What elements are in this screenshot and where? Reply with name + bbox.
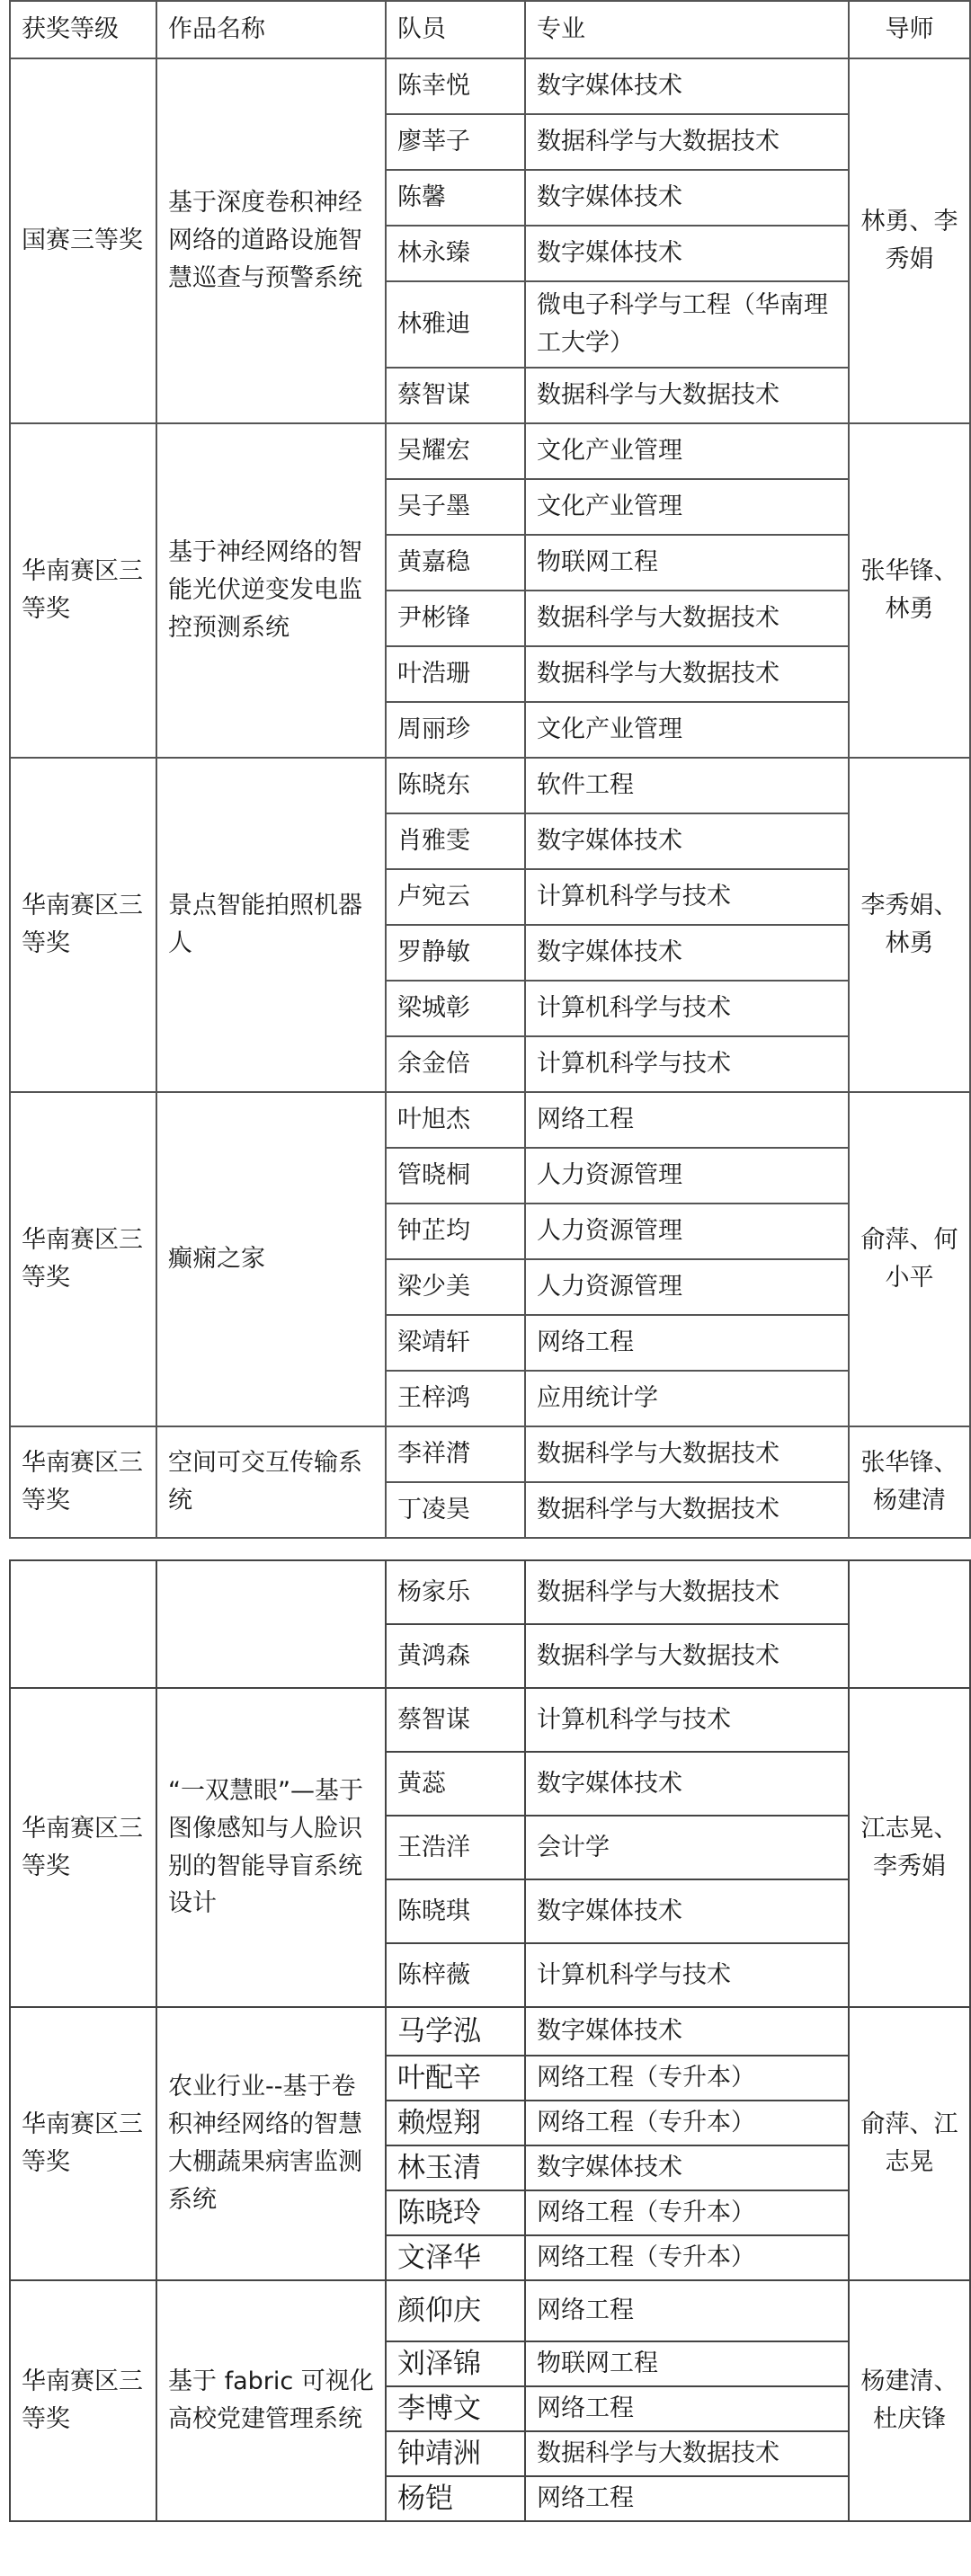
member-row (10, 2280, 970, 2341)
awards-table-continued (9, 1559, 971, 2522)
project-title: 基于深度卷积神经网络的道路设施智慧巡查与预警系统 (156, 58, 386, 423)
member-name: 廖莘子 (386, 114, 525, 170)
header-row (10, 1, 970, 58)
member-name: 钟靖洲 (386, 2431, 525, 2476)
member-major: 人力资源管理 (525, 1259, 849, 1315)
member-major: 数据科学与大数据技术 (525, 368, 849, 423)
member-name: 陈晓东 (386, 758, 525, 813)
member-name: 王梓鸿 (386, 1371, 525, 1426)
advisor (849, 1560, 970, 1688)
project-title: 农业行业--基于卷积神经网络的智慧大棚蔬果病害监测系统 (156, 2007, 386, 2280)
member-name: 叶浩珊 (386, 646, 525, 702)
member-name: 梁城彰 (386, 981, 525, 1036)
member-major: 网络工程 (525, 1315, 849, 1371)
member-name: 周丽珍 (386, 702, 525, 758)
project-title: 基于 fabric 可视化高校党建管理系统 (156, 2280, 386, 2521)
project-title: 空间可交互传输系统 (156, 1426, 386, 1538)
member-name: 肖雅雯 (386, 813, 525, 869)
member-major: 应用统计学 (525, 1371, 849, 1426)
member-major: 软件工程 (525, 758, 849, 813)
member-major: 计算机科学与技术 (525, 869, 849, 925)
member-major: 数字媒体技术 (525, 2145, 849, 2190)
project-title: 景点智能拍照机器人 (156, 758, 386, 1092)
member-row (10, 423, 970, 479)
member-major: 网络工程（专升本） (525, 2056, 849, 2101)
member-major: 物联网工程 (525, 535, 849, 591)
header-title: 作品名称 (156, 1, 386, 58)
award-level: 华南赛区三等奖 (10, 1092, 156, 1426)
advisor: 江志晃、李秀娟 (849, 1688, 970, 2007)
member-major: 数字媒体技术 (525, 58, 849, 114)
project-title: “一双慧眼”—基于图像感知与人脸识别的智能导盲系统设计 (156, 1688, 386, 2007)
member-name: 马学泓 (386, 2007, 525, 2056)
member-name: 王浩洋 (386, 1816, 525, 1879)
project-title: 基于神经网络的智能光伏逆变发电监控预测系统 (156, 423, 386, 758)
member-name: 文泽华 (386, 2235, 525, 2280)
member-name: 黄嘉稳 (386, 535, 525, 591)
member-major: 网络工程 (525, 2386, 849, 2431)
member-major: 数据科学与大数据技术 (525, 1482, 849, 1538)
member-name: 卢宛云 (386, 869, 525, 925)
project-title: 癫痫之家 (156, 1092, 386, 1426)
member-row (10, 1092, 970, 1148)
member-row (10, 1560, 970, 1624)
member-major: 网络工程（专升本） (525, 2101, 849, 2145)
advisor: 林勇、李秀娟 (849, 58, 970, 423)
member-name: 梁靖轩 (386, 1315, 525, 1371)
header-advisor: 导师 (849, 1, 970, 58)
member-name: 黄鸿森 (386, 1624, 525, 1688)
member-major: 数据科学与大数据技术 (525, 646, 849, 702)
member-major: 数据科学与大数据技术 (525, 2431, 849, 2476)
member-name: 黄蕊 (386, 1752, 525, 1816)
member-name: 李博文 (386, 2386, 525, 2431)
member-name: 尹彬锋 (386, 591, 525, 646)
project-title (156, 1560, 386, 1688)
header-major: 专业 (525, 1, 849, 58)
member-major: 会计学 (525, 1816, 849, 1879)
member-major: 物联网工程 (525, 2341, 849, 2386)
advisor: 李秀娟、林勇 (849, 758, 970, 1092)
member-name: 丁凌昊 (386, 1482, 525, 1538)
member-name: 林雅迪 (386, 281, 525, 368)
awards-table-top (9, 0, 971, 1539)
award-level (10, 1560, 156, 1688)
member-row (10, 1688, 970, 1752)
member-major: 文化产业管理 (525, 423, 849, 479)
member-row (10, 758, 970, 813)
member-name: 钟芷均 (386, 1204, 525, 1259)
header-member: 队员 (386, 1, 525, 58)
member-name: 叶配辛 (386, 2056, 525, 2101)
member-name: 管晓桐 (386, 1148, 525, 1204)
member-major: 微电子科学与工程（华南理工大学） (525, 281, 849, 368)
member-major: 数字媒体技术 (525, 813, 849, 869)
award-level: 华南赛区三等奖 (10, 423, 156, 758)
header-award: 获奖等级 (10, 1, 156, 58)
member-major: 数字媒体技术 (525, 1879, 849, 1943)
member-major: 数字媒体技术 (525, 226, 849, 281)
advisor: 杨建清、杜庆锋 (849, 2280, 970, 2521)
member-major: 文化产业管理 (525, 702, 849, 758)
member-name: 杨铠 (386, 2476, 525, 2521)
member-name: 颜仰庆 (386, 2280, 525, 2341)
member-major: 数据科学与大数据技术 (525, 114, 849, 170)
member-name: 吴耀宏 (386, 423, 525, 479)
advisor: 张华锋、杨建清 (849, 1426, 970, 1538)
award-level: 华南赛区三等奖 (10, 1688, 156, 2007)
member-row (10, 2007, 970, 2056)
member-name: 林永臻 (386, 226, 525, 281)
member-name: 赖煜翔 (386, 2101, 525, 2145)
member-name: 刘泽锦 (386, 2341, 525, 2386)
award-level: 华南赛区三等奖 (10, 1426, 156, 1538)
award-level: 华南赛区三等奖 (10, 2007, 156, 2280)
member-major: 数据科学与大数据技术 (525, 1426, 849, 1482)
member-major: 数字媒体技术 (525, 170, 849, 226)
member-name: 陈晓琪 (386, 1879, 525, 1943)
advisor: 张华锋、林勇 (849, 423, 970, 758)
member-major: 计算机科学与技术 (525, 981, 849, 1036)
member-name: 林玉清 (386, 2145, 525, 2190)
member-major: 数字媒体技术 (525, 1752, 849, 1816)
member-name: 陈馨 (386, 170, 525, 226)
member-name: 梁少美 (386, 1259, 525, 1315)
award-level: 华南赛区三等奖 (10, 758, 156, 1092)
member-name: 蔡智谋 (386, 1688, 525, 1752)
advisor: 俞萍、何小平 (849, 1092, 970, 1426)
member-name: 叶旭杰 (386, 1092, 525, 1148)
member-row (10, 1426, 970, 1482)
member-major: 人力资源管理 (525, 1148, 849, 1204)
member-name: 余金倍 (386, 1036, 525, 1092)
member-name: 蔡智谋 (386, 368, 525, 423)
member-major: 网络工程 (525, 2476, 849, 2521)
member-major: 数字媒体技术 (525, 925, 849, 981)
member-major: 数字媒体技术 (525, 2007, 849, 2056)
member-major: 网络工程 (525, 2280, 849, 2341)
member-major: 数据科学与大数据技术 (525, 1624, 849, 1688)
member-major: 网络工程（专升本） (525, 2190, 849, 2235)
member-name: 吴子墨 (386, 479, 525, 535)
advisor: 俞萍、江志晃 (849, 2007, 970, 2280)
member-major: 网络工程（专升本） (525, 2235, 849, 2280)
member-major: 计算机科学与技术 (525, 1036, 849, 1092)
member-major: 网络工程 (525, 1092, 849, 1148)
award-level: 华南赛区三等奖 (10, 2280, 156, 2521)
member-row (10, 58, 970, 114)
member-name: 李祥潸 (386, 1426, 525, 1482)
member-major: 文化产业管理 (525, 479, 849, 535)
award-level: 国赛三等奖 (10, 58, 156, 423)
member-name: 杨家乐 (386, 1560, 525, 1624)
member-name: 罗静敏 (386, 925, 525, 981)
member-major: 计算机科学与技术 (525, 1688, 849, 1752)
member-name: 陈梓薇 (386, 1943, 525, 2007)
member-major: 计算机科学与技术 (525, 1943, 849, 2007)
member-major: 人力资源管理 (525, 1204, 849, 1259)
member-name: 陈晓玲 (386, 2190, 525, 2235)
member-name: 陈幸悦 (386, 58, 525, 114)
member-major: 数据科学与大数据技术 (525, 1560, 849, 1624)
member-major: 数据科学与大数据技术 (525, 591, 849, 646)
